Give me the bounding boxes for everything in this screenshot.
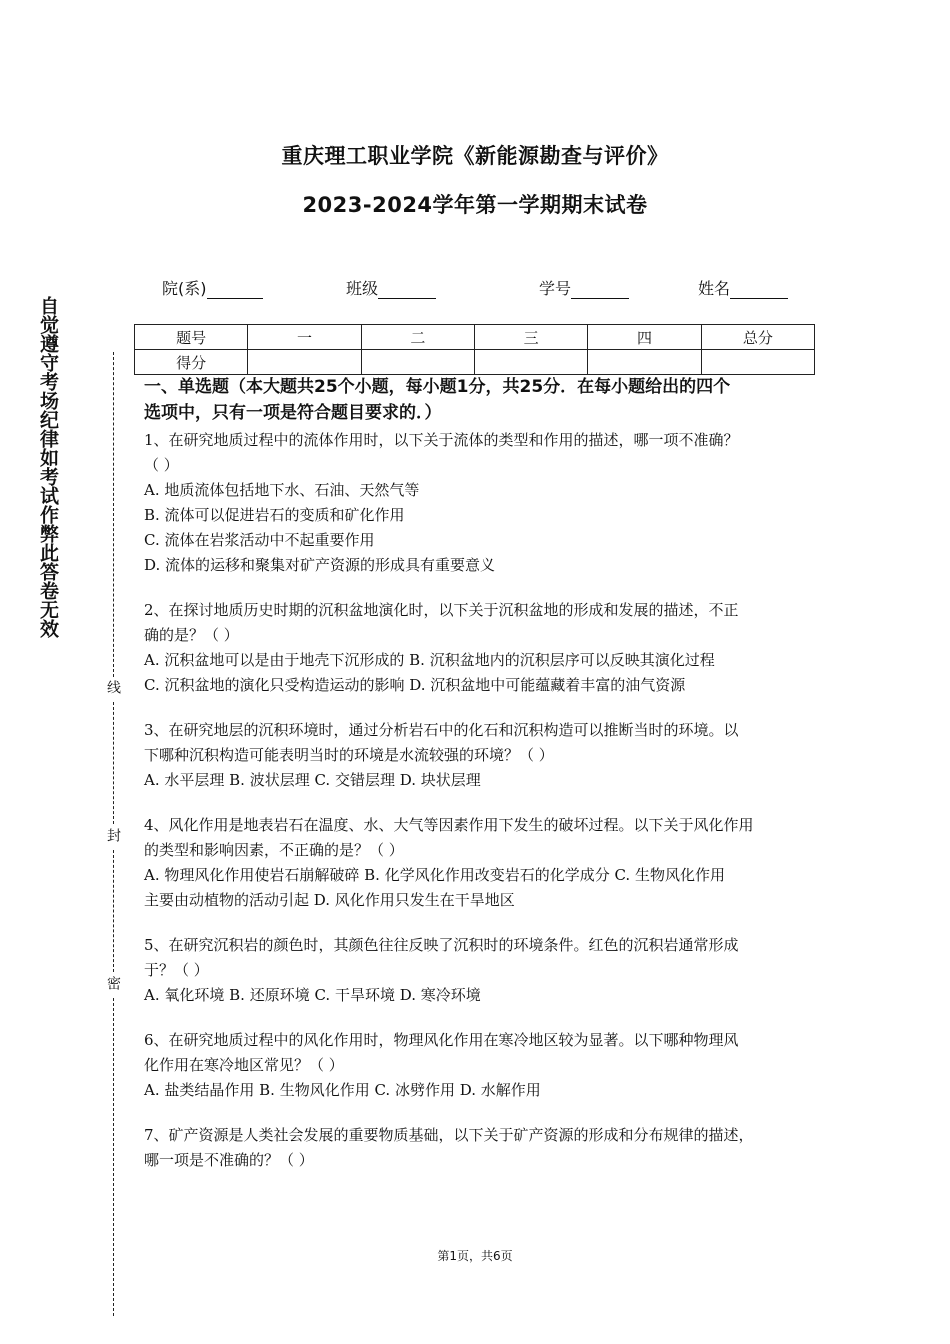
answer-options-line: B. 流体可以促进岩石的变质和矿化作用	[144, 506, 405, 524]
class-blank[interactable]	[378, 282, 436, 299]
class-field[interactable]	[346, 276, 436, 299]
question-1	[144, 428, 816, 578]
question-stem-line: 化作用在寒冷地区常见？（ ）	[144, 1056, 344, 1074]
question-stem-line: 确的是？（ ）	[144, 626, 239, 644]
score-cell: 总分	[701, 325, 814, 350]
answer-options-line: A. 水平层理 B. 波状层理 C. 交错层理 D. 块状层理	[144, 771, 481, 789]
question-stem-line: 5、在研究沉积岩的颜色时，其颜色往往反映了沉积时的环境条件。红色的沉积岩通常形成	[144, 936, 739, 954]
question-stem-line: 7、矿产资源是人类社会发展的重要物质基础，以下关于矿产资源的形成和分布规律的描述，	[144, 1126, 754, 1144]
cut-line-segment	[113, 850, 114, 972]
question-list	[144, 428, 816, 1173]
score-blank-cell[interactable]	[248, 350, 361, 375]
question-3	[144, 718, 816, 793]
exam-content	[144, 374, 816, 1193]
question-stem-line: （ ）	[144, 456, 179, 474]
exam-title-line2: 2023-2024学年第一学期期末试卷	[302, 193, 648, 217]
question-stem-line: 1、在研究地质过程中的流体作用时，以下关于流体的类型和作用的描述，哪一项不准确？	[144, 431, 739, 449]
question-stem-line: 2、在探讨地质历史时期的沉积盆地演化时，以下关于沉积盆地的形成和发展的描述，不正	[144, 601, 739, 619]
department-field[interactable]	[162, 276, 263, 299]
name-blank[interactable]	[730, 282, 788, 299]
name-label: 姓名	[698, 279, 731, 298]
question-stem-line: 哪一项是不准确的？（ ）	[144, 1151, 314, 1169]
question-stem-line: 6、在研究地质过程中的风化作用时，物理风化作用在寒冷地区较为显著。以下哪种物理风	[144, 1031, 739, 1049]
answer-options-line: A. 沉积盆地可以是由于地壳下沉形成的 B. 沉积盆地内的沉积层序可以反映其演化过程	[144, 651, 715, 669]
cut-line-segment	[113, 998, 114, 1316]
question-stem-line: 的类型和影响因素，不正确的是？（ ）	[144, 841, 404, 859]
cut-line-segment	[113, 702, 114, 824]
question-4	[144, 813, 816, 913]
score-cell: 三	[474, 325, 587, 350]
cut-mark-xian: 线	[105, 680, 121, 694]
score-blank-cell[interactable]	[588, 350, 701, 375]
answer-options-line: 主要由动植物的活动引起 D. 风化作用只发生在干旱地区	[144, 891, 515, 909]
score-cell: 题号	[135, 325, 248, 350]
section-heading	[144, 374, 816, 426]
score-blank-cell[interactable]	[701, 350, 814, 375]
score-cell: 四	[588, 325, 701, 350]
score-table	[134, 324, 815, 375]
score-table-score-row	[135, 350, 815, 375]
answer-options-line: A. 物理风化作用使岩石崩解破碎 B. 化学风化作用改变岩石的化学成分 C. 生物风化作用	[144, 866, 725, 884]
question-7	[144, 1123, 816, 1173]
page-footer: 第1页，共6页	[437, 1249, 513, 1263]
name-field[interactable]	[698, 276, 788, 299]
student-id-label: 学号	[539, 279, 572, 298]
cut-mark-feng: 封	[105, 828, 121, 842]
section-heading-line: 选项中，只有一项是符合题目要求的．）	[144, 403, 442, 423]
binding-warning: 自觉遵守考场纪律如考试作弊此答卷无效	[37, 296, 59, 638]
department-label: 院(系)	[162, 279, 207, 298]
section-heading-line: 一、单选题（本大题共25个小题，每小题1分，共25分．在每小题给出的四个	[144, 377, 731, 397]
department-blank[interactable]	[207, 282, 263, 299]
score-cell: 二	[361, 325, 474, 350]
score-row-label: 得分	[135, 350, 248, 375]
answer-options-line: C. 流体在岩浆活动中不起重要作用	[144, 531, 375, 549]
answer-options-line: A. 氧化环境 B. 还原环境 C. 干旱环境 D. 寒冷环境	[144, 986, 481, 1004]
cut-line-segment	[113, 352, 114, 677]
question-6	[144, 1028, 816, 1103]
question-stem-line: 下哪种沉积构造可能表明当时的环境是水流较强的环境？（ ）	[144, 746, 554, 764]
answer-options-line: A. 盐类结晶作用 B. 生物风化作用 C. 冰劈作用 D. 水解作用	[144, 1081, 541, 1099]
question-5	[144, 933, 816, 1008]
answer-options-line: A. 地质流体包括地下水、石油、天然气等	[144, 481, 420, 499]
answer-options-line: D. 流体的运移和聚集对矿产资源的形成具有重要意义	[144, 556, 496, 574]
answer-options-line: C. 沉积盆地的演化只受构造运动的影响 D. 沉积盆地中可能蕴藏着丰富的油气资源	[144, 676, 686, 694]
score-blank-cell[interactable]	[361, 350, 474, 375]
cut-mark-mi: 密	[105, 976, 121, 990]
question-stem-line: 4、风化作用是地表岩石在温度、水、大气等因素作用下发生的破坏过程。以下关于风化作用	[144, 816, 754, 834]
question-2	[144, 598, 816, 698]
score-blank-cell[interactable]	[474, 350, 587, 375]
score-cell: 一	[248, 325, 361, 350]
student-id-blank[interactable]	[571, 282, 629, 299]
question-stem-line: 3、在研究地层的沉积环境时，通过分析岩石中的化石和沉积构造可以推断当时的环境。以	[144, 721, 739, 739]
score-table-header-row	[135, 325, 815, 350]
class-label: 班级	[346, 279, 379, 298]
exam-title-line1: 重庆理工职业学院《新能源勘查与评价》	[281, 144, 669, 168]
student-id-field[interactable]	[539, 276, 629, 299]
question-stem-line: 于？（ ）	[144, 961, 209, 979]
